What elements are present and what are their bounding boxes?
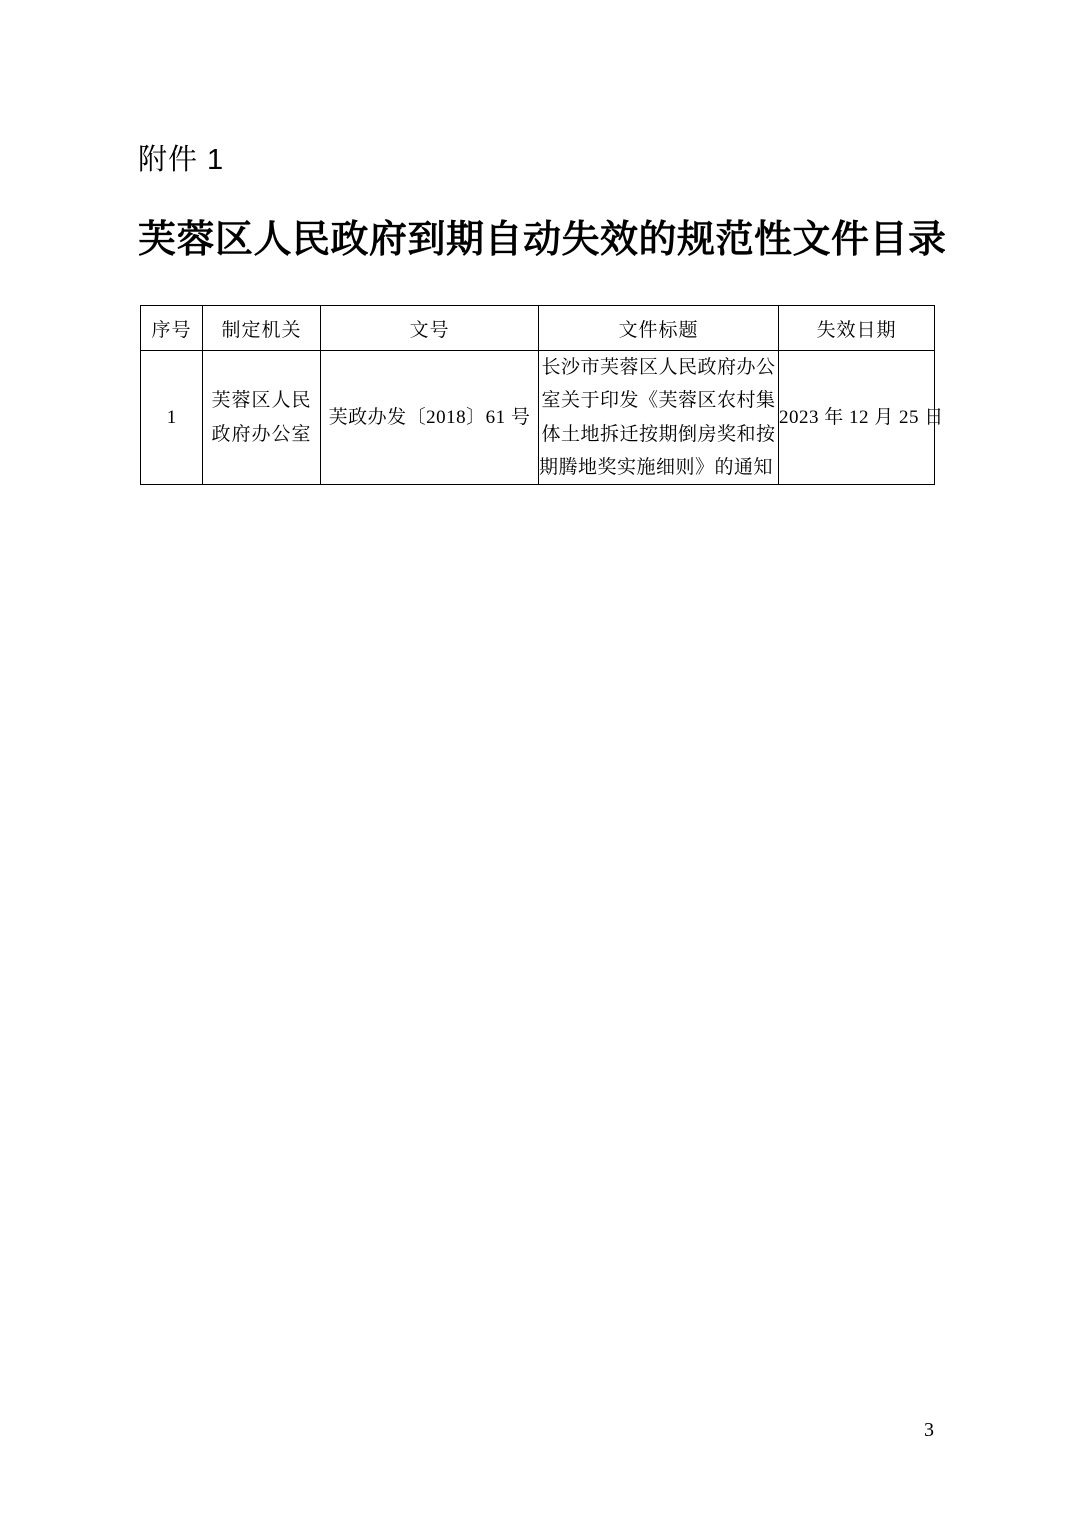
attachment-label: 附件 1 (138, 144, 225, 176)
cell-no: 1 (141, 351, 203, 485)
cell-doc-no: 芙政办发〔2018〕61 号 (321, 351, 539, 485)
page-title: 芙蓉区人民政府到期自动失效的规范性文件目录 (138, 219, 947, 261)
cell-org-line2: 政府办公室 (211, 423, 312, 445)
column-header-org: 制定机关 (203, 306, 321, 351)
cell-org-line1: 芙蓉区人民 (211, 390, 312, 412)
table-header-row (141, 306, 935, 351)
expired-documents-table (140, 305, 944, 485)
column-header-expiry: 失效日期 (779, 306, 935, 351)
cell-expiry-date: 2023 年 12 月 25 日 (779, 351, 935, 485)
column-header-doc-title: 文件标题 (539, 306, 779, 351)
cell-org (203, 351, 321, 485)
table-row (141, 351, 935, 485)
column-header-doc-no: 文号 (321, 306, 539, 351)
column-header-no: 序号 (141, 306, 203, 351)
page-number: 3 (924, 1419, 934, 1441)
cell-doc-title: 长沙市芙蓉区人民政府办公室关于印发《芙蓉区农村集体土地拆迁按期倒房奖和按期腾地奖实施细则》的通知 (539, 351, 779, 485)
